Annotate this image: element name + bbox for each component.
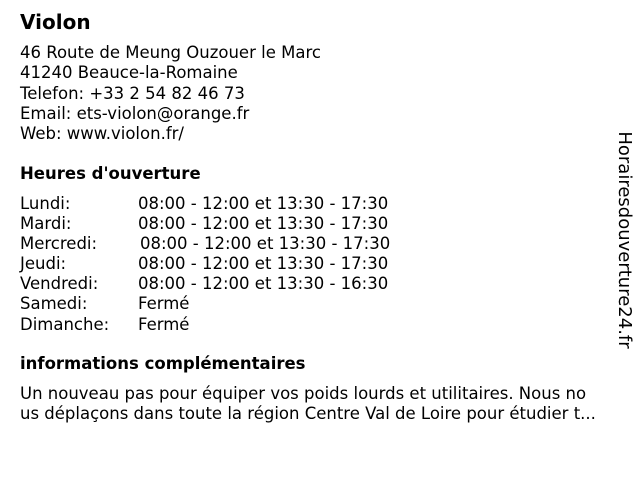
day-label: Lundi: xyxy=(20,194,71,213)
time-value: 08:00 - 12:00 et 13:30 - 16:30 xyxy=(138,274,389,294)
time-value: Fermé xyxy=(138,314,190,334)
address-line-1: 46 Route de Meung Ouzouer le Marc xyxy=(20,43,321,62)
time-value: 08:00 - 12:00 et 13:30 - 17:30 xyxy=(138,254,389,274)
business-name: Violon xyxy=(20,10,91,34)
email-line: Email: ets-violon@orange.fr xyxy=(20,103,250,123)
day-label: Dimanche: xyxy=(20,314,110,334)
info-line-1: Un nouveau pas pour équiper vos poids lourds et utilitaires. Nous no xyxy=(20,384,587,403)
address-line-2: 41240 Beauce-la-Romaine xyxy=(20,63,238,83)
web-line: Web: www.violon.fr/ xyxy=(20,124,184,144)
info-line-2: us déplaçons dans toute la région Centre Val de Loire pour étudier t... xyxy=(20,404,596,424)
time-value: 08:00 - 12:00 et 13:30 - 17:30 xyxy=(138,194,389,213)
info-description xyxy=(20,384,596,424)
day-label: Vendredi: xyxy=(20,274,99,294)
contact-block xyxy=(20,43,321,144)
hours-heading: Heures d'ouverture xyxy=(20,164,201,183)
phone-line: Telefon: +33 2 54 82 46 73 xyxy=(20,83,245,103)
time-value: Fermé xyxy=(138,294,190,314)
day-label: Mardi: xyxy=(20,214,72,234)
day-label: Samedi: xyxy=(20,294,88,314)
info-heading: informations complémentaires xyxy=(20,354,306,373)
time-value: 08:00 - 12:00 et 13:30 - 17:30 xyxy=(140,234,391,254)
day-label: Jeudi: xyxy=(20,254,67,274)
time-value: 08:00 - 12:00 et 13:30 - 17:30 xyxy=(138,214,389,234)
site-watermark: Horairesdouverture24.fr xyxy=(614,131,635,349)
day-label: Mercredi: xyxy=(20,234,98,254)
